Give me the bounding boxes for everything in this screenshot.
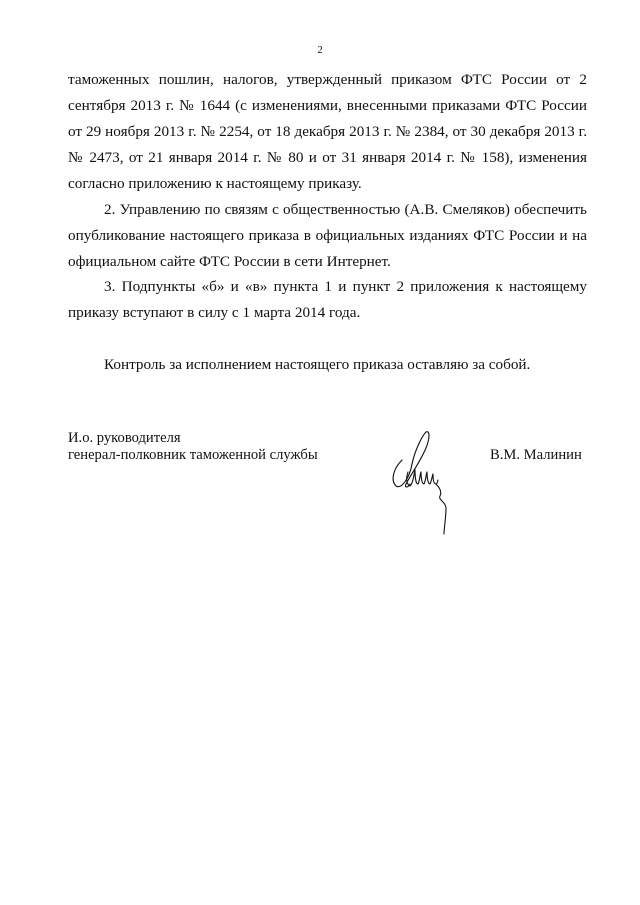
signature-tail-stroke xyxy=(436,484,446,534)
signatory-name: В.М. Малинин xyxy=(490,447,582,463)
paragraph-continuation: таможенных пошлин, налогов, утвержденный приказом ФТС России от 2 сентября 2013 г. № 1644 (с изменениями, внесенными приказами ФТС России от 29 ноября 2013 г. № 2254, от 18 декабря 2013 г. № 2384, от 30 декабря 2013 г. № 2473, от 21 января 2014 г. № 80 и от 31 января 2014 г. № 158), изменения согласно приложению к настоящему приказу. xyxy=(68,71,587,192)
paragraph-item-2: 2. Управлению по связям с общественностью (А.В. Смеляков) обеспечить опубликование настоящего приказа в официальных изданиях ФТС России и на официальном сайте ФТС России в сети Интернет. xyxy=(68,201,587,270)
signatory-position xyxy=(68,430,318,464)
signatory-position-line1: И.о. руководителя xyxy=(68,430,181,446)
signatory-position-line2: генерал-полковник таможенной службы xyxy=(68,447,318,463)
signature-loop-stroke xyxy=(393,432,429,487)
paragraph-control: Контроль за исполнением настоящего приказа оставляю за собой. xyxy=(104,356,531,373)
handwritten-signature-icon xyxy=(388,428,458,538)
page-number: 2 xyxy=(317,44,323,56)
paragraph-item-3: 3. Подпункты «б» и «в» пункта 1 и пункт 2 приложения к настоящему приказу вступают в силу с 1 марта 2014 года. xyxy=(68,278,587,321)
signature-letters-stroke xyxy=(407,470,438,486)
